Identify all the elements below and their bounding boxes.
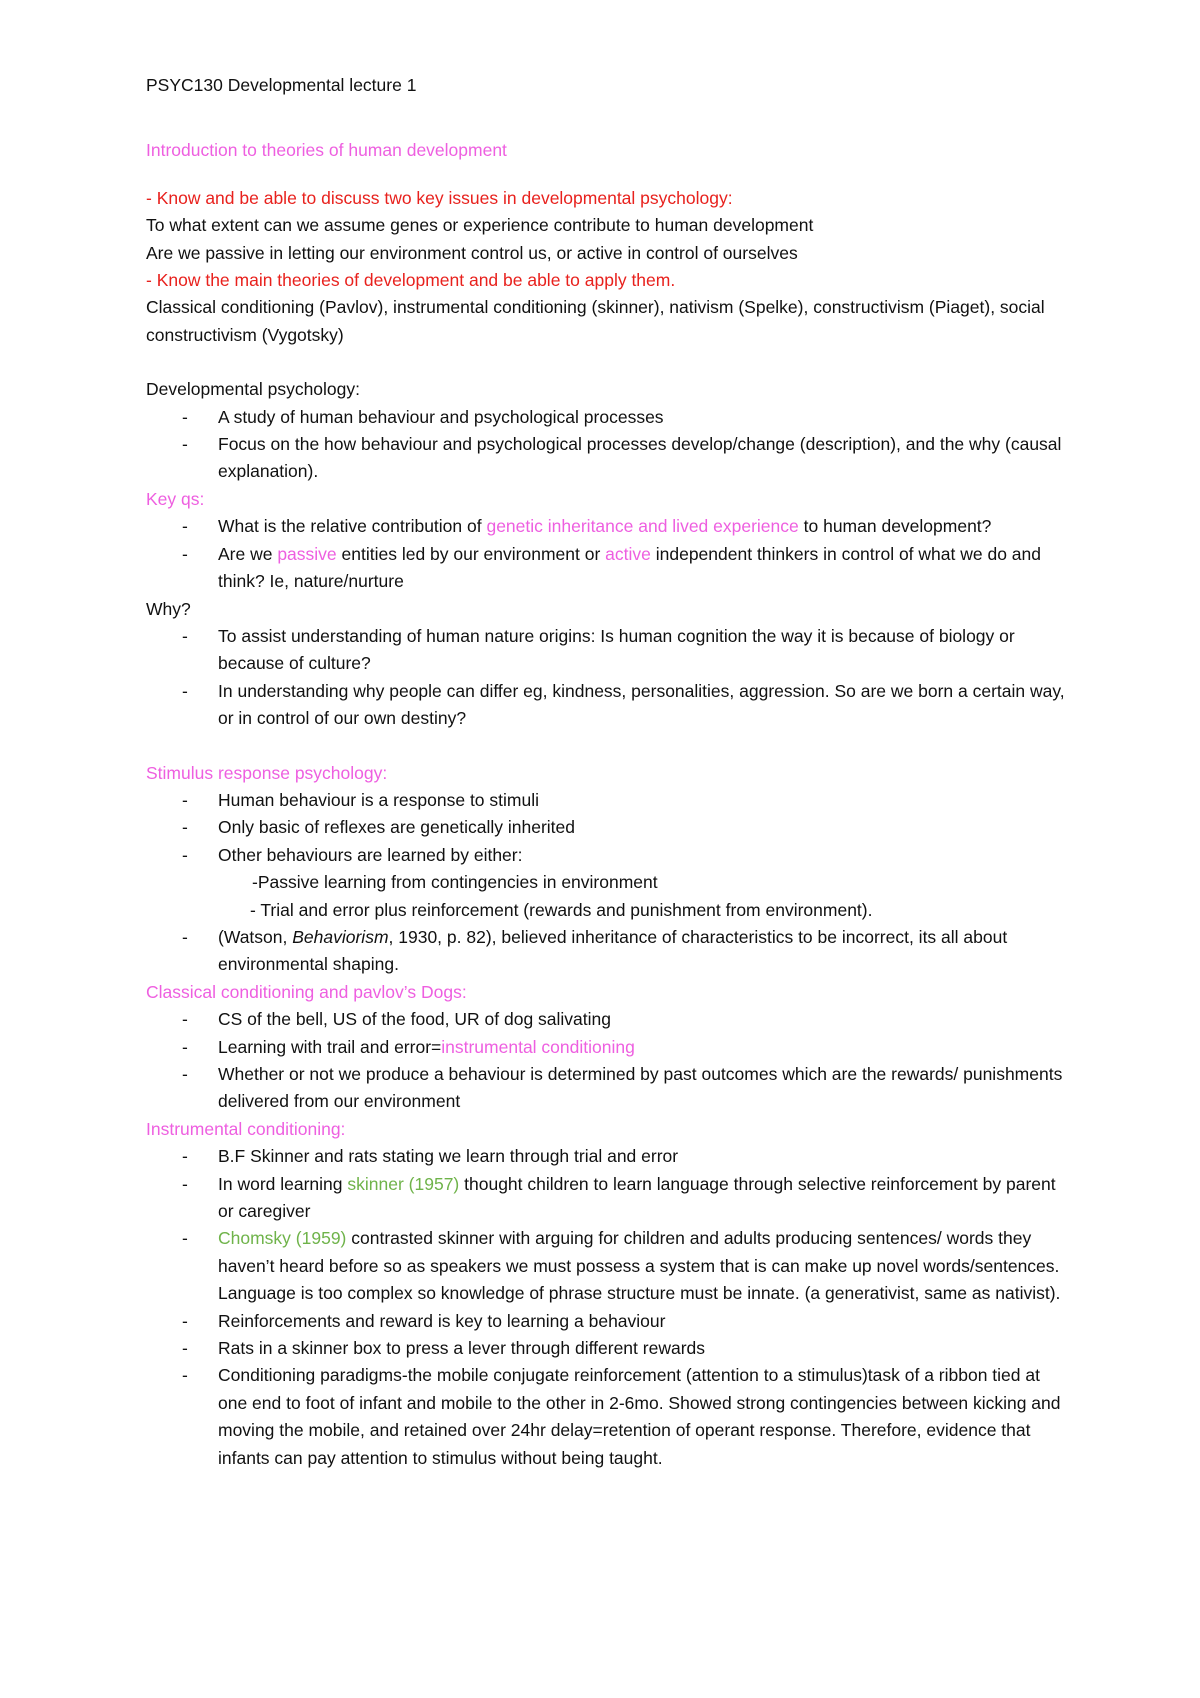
list-item (218, 1171, 1070, 1226)
devpsych-heading: Developmental psychology: (146, 379, 361, 400)
list-item: - Whether or not we produce a behaviour is determined by past outcomes which are the rewards/ punishments delivered from our environment (218, 1061, 1070, 1116)
text-run: thought children to learn language through selective reinforcement by parent or caregiver (218, 1173, 1056, 1222)
text-run: What is the relative contribution of (218, 516, 487, 537)
list-item: - Only basic of reflexes are genetically inherited (218, 814, 1070, 841)
list-item: - In understanding why people can differ eg, kindness, personalities, aggression. So are we born a certain way, or in control of our own destiny? (218, 678, 1070, 733)
citation-text: skinner (1957) (347, 1173, 460, 1194)
objective-1-line-1: To what extent can we assume genes or experience contribute to human development (146, 215, 814, 236)
highlight-text: passive (277, 543, 337, 564)
classical-list (146, 1006, 1070, 1116)
text-run: (Watson, (218, 926, 293, 947)
list-item: - Human behaviour is a response to stimuli (218, 787, 1070, 814)
text-run: independent thinkers in control of what we do and think? Ie, nature/nurture (218, 543, 1041, 592)
list-item: - Other behaviours are learned by either: (218, 842, 1070, 869)
text-run: Learning with trail and error= (218, 1036, 442, 1057)
objective-2-text: Classical conditioning (Pavlov), instrumental conditioning (skinner), nativism (Spelke), constructivism (Piaget), social constructivism (Vygotsky) (146, 297, 1045, 345)
instrumental-heading: Instrumental conditioning: (146, 1118, 346, 1139)
watson-list (146, 924, 1070, 979)
list-item: - Rats in a skinner box to press a lever through different rewards (218, 1335, 1070, 1362)
list-item: - A study of human behaviour and psychological processes (218, 404, 1070, 431)
text-run: entities led by our environment or (336, 543, 606, 564)
list-item: - B.F Skinner and rats stating we learn through trial and error (218, 1143, 1070, 1170)
highlight-text: genetic inheritance and lived experience (486, 516, 799, 537)
devpsych-list (146, 404, 1070, 486)
list-item: - Conditioning paradigms-the mobile conjugate reinforcement (attention to a stimulus)task of a ribbon tied at one end to foot of infant and mobile to the other in 2-6mo. Showed strong contingencies between kicking and moving the mobile, and retained over 24hr delay=retention of operant response. Therefore, evidence that infants can pay attention to stimulus without being taught. (218, 1362, 1070, 1472)
text-run: , 1930, p. 82), believed inheritance of characteristics to be incorrect, its all about environmental shaping. (218, 926, 1008, 975)
why-label: Why? (146, 598, 191, 619)
document-title: PSYC130 Developmental lecture 1 (146, 75, 417, 95)
objective-2: - Know the main theories of development and be able to apply them. (146, 270, 676, 291)
text-run: In word learning (218, 1173, 348, 1194)
why-list (146, 623, 1070, 733)
stimulus-sub-1: -Passive learning from contingencies in environment (252, 872, 658, 893)
classical-heading: Classical conditioning and pavlov’s Dogs: (146, 981, 467, 1002)
stimulus-heading: Stimulus response psychology: (146, 762, 388, 783)
list-item (218, 541, 1070, 596)
objective-1-line-2: Are we passive in letting our environment control us, or active in control of ourselves (146, 242, 798, 263)
text-run: to human development? (798, 516, 992, 537)
list-item (218, 924, 1070, 979)
objective-1: - Know and be able to discuss two key issues in developmental psychology: (146, 187, 733, 208)
list-item: - Reinforcements and reward is key to learning a behaviour (218, 1308, 1070, 1335)
book-title: Behaviorism (292, 926, 389, 947)
text-run: contrasted skinner with arguing for children and adults producing sentences/ words they haven’t heard before so as speakers we must possess a system that is can make up novel words/sentences. Language is too complex so knowledge of phrase structure must be innate. (a generativist, same as nativist). (218, 1228, 1061, 1304)
instrumental-list (146, 1143, 1070, 1472)
list-item (218, 1225, 1070, 1307)
keyqs-label: Key qs: (146, 488, 205, 509)
text-run: Are we (218, 543, 278, 564)
citation-text: Chomsky (1959) (218, 1228, 347, 1249)
list-item: - To assist understanding of human nature origins: Is human cognition the way it is because of biology or because of culture? (218, 623, 1070, 678)
keyqs-list (146, 513, 1070, 595)
list-item: - Focus on the how behaviour and psychological processes develop/change (description), and the why (causal explanation). (218, 431, 1070, 486)
highlight-text: active (605, 543, 651, 564)
list-item (218, 1034, 1070, 1061)
list-item: - CS of the bell, US of the food, UR of dog salivating (218, 1006, 1070, 1033)
list-item (218, 513, 1070, 540)
highlight-text: instrumental conditioning (441, 1036, 635, 1057)
stimulus-list (146, 787, 1070, 869)
intro-heading: Introduction to theories of human development (146, 140, 507, 161)
stimulus-sub-2: - Trial and error plus reinforcement (rewards and punishment from environment). (250, 899, 873, 920)
